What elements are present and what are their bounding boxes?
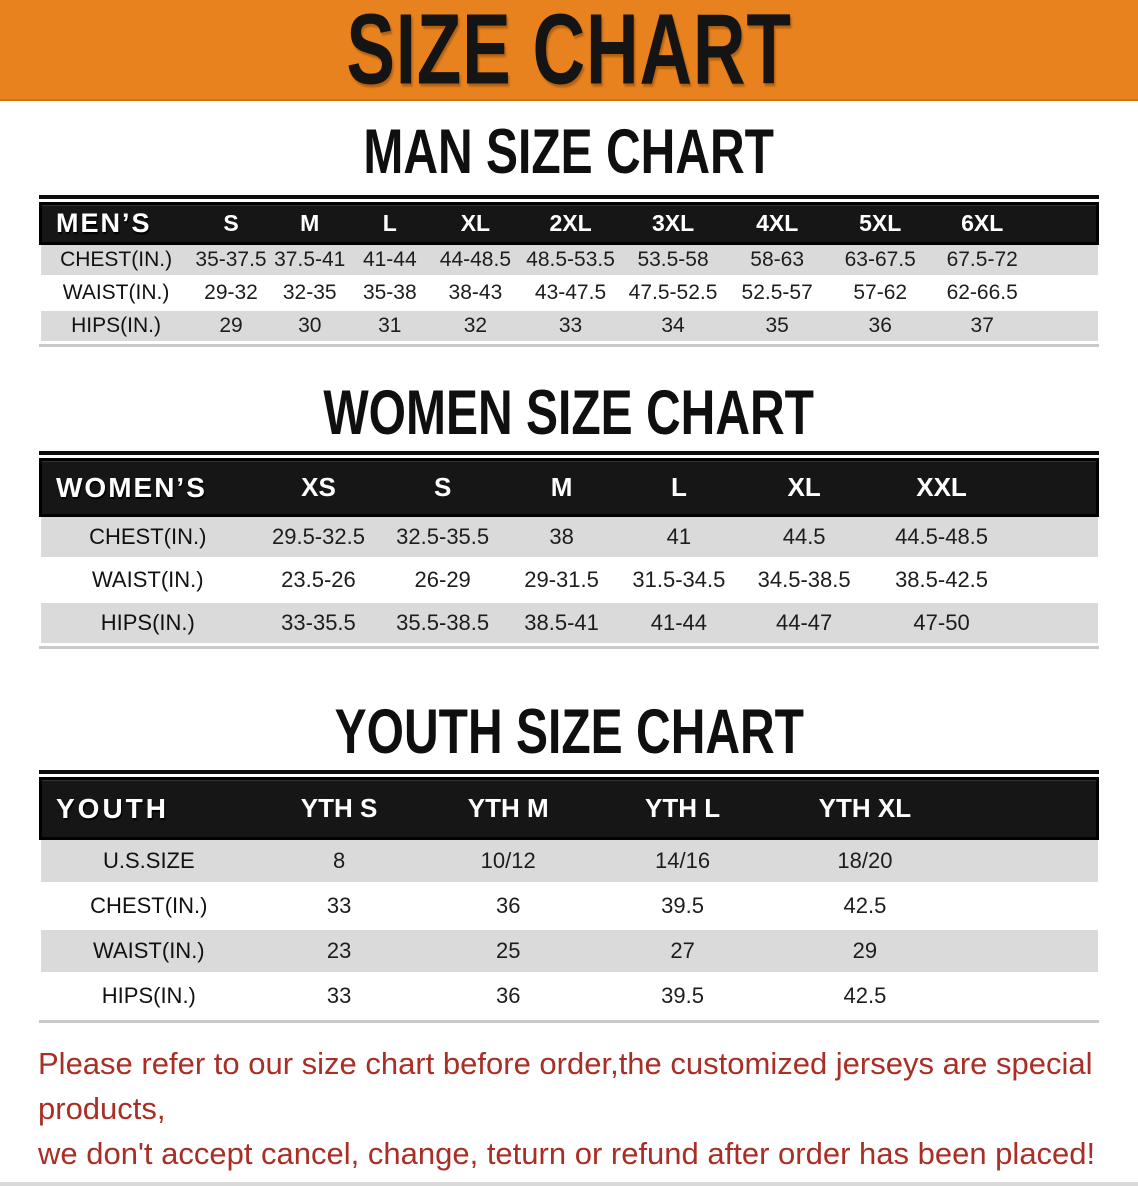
women-size-col-l: L <box>620 460 738 516</box>
cell: 41-44 <box>349 244 430 277</box>
women-chest-row <box>41 516 1098 559</box>
cell: 36 <box>829 310 932 343</box>
cell: 29.5-32.5 <box>255 516 382 559</box>
cell: 32.5-35.5 <box>382 516 504 559</box>
disclaimer-line-2: we don't accept cancel, change, teturn or refund after order has been placed! <box>38 1136 1096 1171</box>
cell: 44-47 <box>738 602 870 645</box>
cell: 31.5-34.5 <box>620 559 738 602</box>
cell: 47.5-52.5 <box>621 277 726 310</box>
cell: 33 <box>257 974 421 1019</box>
row-label: CHEST(IN.) <box>41 244 192 277</box>
cell: 44-48.5 <box>430 244 520 277</box>
cell: 57-62 <box>829 277 932 310</box>
cell: 35.5-38.5 <box>382 602 504 645</box>
cell: 44.5-48.5 <box>870 516 1013 559</box>
youth-table-label: YOUTH <box>41 779 258 839</box>
cell: 48.5-53.5 <box>520 244 620 277</box>
men-table-top-rule <box>39 195 1099 199</box>
cell: 53.5-58 <box>621 244 726 277</box>
cell: 58-63 <box>725 244 829 277</box>
spacer <box>1013 559 1098 602</box>
women-section-heading-text: WOMEN SIZE CHART <box>323 377 815 448</box>
cell: 47-50 <box>870 602 1013 645</box>
spacer <box>1013 602 1098 645</box>
women-hips-row <box>41 602 1098 645</box>
page-bottom-rule <box>0 1182 1138 1186</box>
youth-size-col-m: YTH M <box>421 779 595 839</box>
men-header-row <box>41 204 1098 244</box>
women-size-col-xs: XS <box>255 460 382 516</box>
cell: 10/12 <box>421 839 595 884</box>
cell: 32 <box>430 310 520 343</box>
cell: 63-67.5 <box>829 244 932 277</box>
men-size-table <box>39 202 1099 344</box>
cell: 38.5-42.5 <box>870 559 1013 602</box>
men-size-col-6xl: 6XL <box>931 204 1032 244</box>
youth-size-col-l: YTH L <box>595 779 769 839</box>
row-label: CHEST(IN.) <box>41 516 256 559</box>
cell: 35-37.5 <box>192 244 271 277</box>
men-size-col-m: M <box>270 204 349 244</box>
cell: 26-29 <box>382 559 504 602</box>
men-size-col-l: L <box>349 204 430 244</box>
women-size-table <box>39 458 1099 646</box>
cell: 37 <box>931 310 1032 343</box>
row-label: CHEST(IN.) <box>41 884 258 929</box>
cell: 42.5 <box>770 884 960 929</box>
men-section-heading <box>0 116 1138 187</box>
cell: 23.5-26 <box>255 559 382 602</box>
cell: 8 <box>257 839 421 884</box>
row-label: HIPS(IN.) <box>41 310 192 343</box>
spacer <box>960 884 1097 929</box>
cell: 31 <box>349 310 430 343</box>
youth-header-row <box>41 779 1098 839</box>
women-header-row <box>41 460 1098 516</box>
cell: 33 <box>520 310 620 343</box>
cell: 44.5 <box>738 516 870 559</box>
cell: 29-32 <box>192 277 271 310</box>
women-size-col-xl: XL <box>738 460 870 516</box>
cell: 38-43 <box>430 277 520 310</box>
row-label: HIPS(IN.) <box>41 974 258 1019</box>
youth-ussize-row <box>41 839 1098 884</box>
cell: 29-31.5 <box>503 559 619 602</box>
row-label: HIPS(IN.) <box>41 602 256 645</box>
cell: 38 <box>503 516 619 559</box>
cell: 41-44 <box>620 602 738 645</box>
men-size-col-s: S <box>192 204 271 244</box>
cell: 35 <box>725 310 829 343</box>
cell: 29 <box>770 929 960 974</box>
cell: 41 <box>620 516 738 559</box>
men-size-col-xl: XL <box>430 204 520 244</box>
spacer <box>960 929 1097 974</box>
cell: 34 <box>621 310 726 343</box>
cell: 39.5 <box>595 974 769 1019</box>
men-table-label: MEN’S <box>41 204 192 244</box>
row-label: U.S.SIZE <box>41 839 258 884</box>
men-chest-row <box>41 244 1098 277</box>
row-label: WAIST(IN.) <box>41 277 192 310</box>
spacer <box>960 779 1097 839</box>
cell: 33 <box>257 884 421 929</box>
cell: 33-35.5 <box>255 602 382 645</box>
size-chart-banner <box>0 0 1138 105</box>
spacer <box>1033 244 1098 277</box>
cell: 67.5-72 <box>931 244 1032 277</box>
youth-hips-row <box>41 974 1098 1019</box>
cell: 27 <box>595 929 769 974</box>
row-label: WAIST(IN.) <box>41 559 256 602</box>
men-size-col-5xl: 5XL <box>829 204 932 244</box>
men-size-col-4xl: 4XL <box>725 204 829 244</box>
disclaimer-note <box>38 1041 1118 1176</box>
youth-table-top-rule <box>39 770 1099 774</box>
women-table-top-rule <box>39 451 1099 455</box>
cell: 29 <box>192 310 271 343</box>
spacer <box>1033 277 1098 310</box>
women-size-col-s: S <box>382 460 504 516</box>
spacer <box>960 839 1097 884</box>
cell: 43-47.5 <box>520 277 620 310</box>
cell: 52.5-57 <box>725 277 829 310</box>
cell: 32-35 <box>270 277 349 310</box>
women-table-label: WOMEN’S <box>41 460 256 516</box>
cell: 35-38 <box>349 277 430 310</box>
spacer <box>1033 310 1098 343</box>
women-size-table-section <box>39 451 1099 649</box>
women-size-col-xxl: XXL <box>870 460 1013 516</box>
men-size-col-2xl: 2XL <box>520 204 620 244</box>
women-section-heading <box>0 377 1138 448</box>
cell: 42.5 <box>770 974 960 1019</box>
youth-chest-row <box>41 884 1098 929</box>
men-size-col-3xl: 3XL <box>621 204 726 244</box>
spacer <box>1013 460 1098 516</box>
youth-size-table-section <box>39 770 1099 1023</box>
spacer <box>960 974 1097 1019</box>
banner-title: SIZE CHART <box>346 0 792 105</box>
youth-section-heading-text: YOUTH SIZE CHART <box>334 696 804 767</box>
youth-size-table <box>39 777 1099 1020</box>
women-size-col-m: M <box>503 460 619 516</box>
men-table-bottom-rule <box>39 344 1099 347</box>
youth-section-heading <box>0 696 1138 767</box>
youth-size-col-s: YTH S <box>257 779 421 839</box>
spacer <box>1013 516 1098 559</box>
row-label: WAIST(IN.) <box>41 929 258 974</box>
men-hips-row <box>41 310 1098 343</box>
cell: 38.5-41 <box>503 602 619 645</box>
cell: 39.5 <box>595 884 769 929</box>
youth-waist-row <box>41 929 1098 974</box>
cell: 37.5-41 <box>270 244 349 277</box>
cell: 36 <box>421 884 595 929</box>
disclaimer-line-1: Please refer to our size chart before order,the customized jerseys are special products, <box>38 1046 1093 1126</box>
women-waist-row <box>41 559 1098 602</box>
cell: 23 <box>257 929 421 974</box>
men-size-table-section <box>39 195 1099 347</box>
cell: 18/20 <box>770 839 960 884</box>
cell: 62-66.5 <box>931 277 1032 310</box>
cell: 14/16 <box>595 839 769 884</box>
men-waist-row <box>41 277 1098 310</box>
cell: 36 <box>421 974 595 1019</box>
youth-size-col-xl: YTH XL <box>770 779 960 839</box>
cell: 25 <box>421 929 595 974</box>
youth-table-bottom-rule <box>39 1020 1099 1023</box>
cell: 30 <box>270 310 349 343</box>
cell: 34.5-38.5 <box>738 559 870 602</box>
women-table-bottom-rule <box>39 646 1099 649</box>
men-section-heading-text: MAN SIZE CHART <box>363 116 775 187</box>
spacer <box>1033 204 1098 244</box>
